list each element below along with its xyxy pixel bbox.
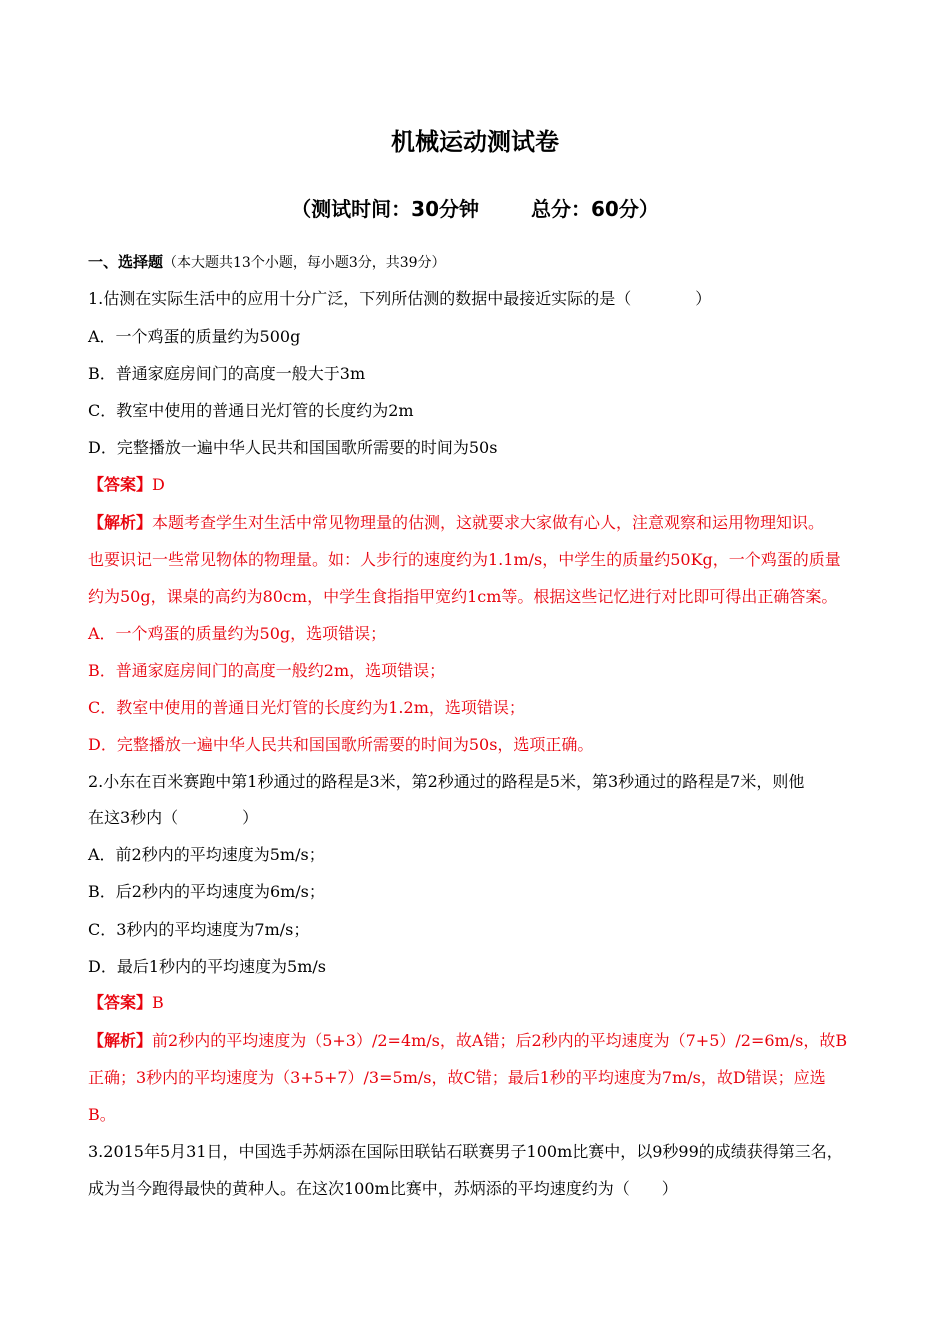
total-score: 总分：60分） [531, 197, 659, 221]
q2-option-d: D．最后1秒内的平均速度为5m/s [88, 957, 326, 976]
q2-stem-line-2: 在这3秒内（ ） [88, 808, 259, 827]
q1-analysis-line-3: 约为50g，课桌的高约为80cm，中学生食指指甲宽约1cm等。根据这些记忆进行对比即可得出正确答案。 [88, 587, 838, 606]
page-title: 机械运动测试卷 [391, 128, 559, 156]
q2-analysis-line-3: B。 [88, 1105, 116, 1124]
q1-analysis-option-d: D．完整播放一遍中华人民共和国国歌所需要的时间为50s，选项正确。 [88, 735, 594, 754]
q1-analysis-option-a: A．一个鸡蛋的质量约为50g，选项错误； [88, 624, 387, 643]
section-heading [88, 250, 878, 275]
q2-analysis-label: 【解析】 [88, 1031, 153, 1050]
q1-analysis-option-b: B．普通家庭房间门的高度一般约2m，选项错误； [88, 661, 446, 680]
q1-option-a: A．一个鸡蛋的质量约为500g [88, 327, 301, 346]
q1-answer-label: 【答案】 [88, 475, 153, 494]
q1-analysis-option-c: C．教室中使用的普通日光灯管的长度约为1.2m，选项错误； [88, 698, 525, 717]
q1-option-d: D．完整播放一遍中华人民共和国国歌所需要的时间为50s [88, 438, 498, 457]
q2-stem-line-1: 2.小东在百米赛跑中第1秒通过的路程是3米，第2秒通过的路程是5米，第3秒通过的路程是7米，则他 [88, 772, 805, 791]
q2-answer-value: B [152, 993, 164, 1012]
q2-answer-label: 【答案】 [88, 993, 153, 1012]
q2-option-b: B．后2秒内的平均速度为6m/s； [88, 882, 325, 901]
q1-option-c: C．教室中使用的普通日光灯管的长度约为2m [88, 401, 414, 420]
q2-analysis-line-2: 正确；3秒内的平均速度为（3+5+7）/3=5m/s，故C错；最后1秒的平均速度为7m/s，故D错误；应选 [88, 1068, 826, 1087]
test-duration: （测试时间：30分钟 [291, 197, 479, 221]
q1-analysis-text-1: 本题考查学生对生活中常见物理量的估测，这就要求大家做有心人，注意观察和运用物理知识。 [152, 513, 825, 532]
q1-analysis-line-1 [88, 511, 878, 535]
q1-analysis-label: 【解析】 [88, 513, 153, 532]
q2-option-c: C．3秒内的平均速度为7m/s； [88, 920, 310, 939]
q2-option-a: A．前2秒内的平均速度为5m/s； [88, 845, 325, 864]
q1-answer [88, 473, 878, 497]
q2-analysis-text-1: 前2秒内的平均速度为（5+3）/2=4m/s，故A错；后2秒内的平均速度为（7+5）/2=6m/s，故B [152, 1031, 848, 1050]
q1-option-b: B．普通家庭房间门的高度一般大于3m [88, 364, 366, 383]
q2-analysis-line-1 [88, 1029, 878, 1053]
q2-answer [88, 991, 878, 1015]
q1-stem: 1.估测在实际生活中的应用十分广泛，下列所估测的数据中最接近实际的是（ ） [88, 289, 712, 308]
q3-stem-line-2: 成为当今跑得最快的黄种人。在这次100m比赛中，苏炳添的平均速度约为（ ） [88, 1179, 678, 1198]
q1-analysis-line-2: 也要识记一些常见物体的物理量。如：人步行的速度约为1.1m/s，中学生的质量约50Kg，一个鸡蛋的质量 [88, 550, 841, 569]
section-note: （本大题共13个小题，每小题3分，共39分） [163, 255, 446, 271]
section-title: 一、选择题 [88, 253, 164, 271]
page-subtitle [0, 194, 950, 224]
q3-stem-line-1: 3.2015年5月31日，中国选手苏炳添在国际田联钻石联赛男子100m比赛中，以9秒99的成绩获得第三名， [88, 1142, 843, 1161]
q1-answer-value: D [152, 475, 165, 494]
